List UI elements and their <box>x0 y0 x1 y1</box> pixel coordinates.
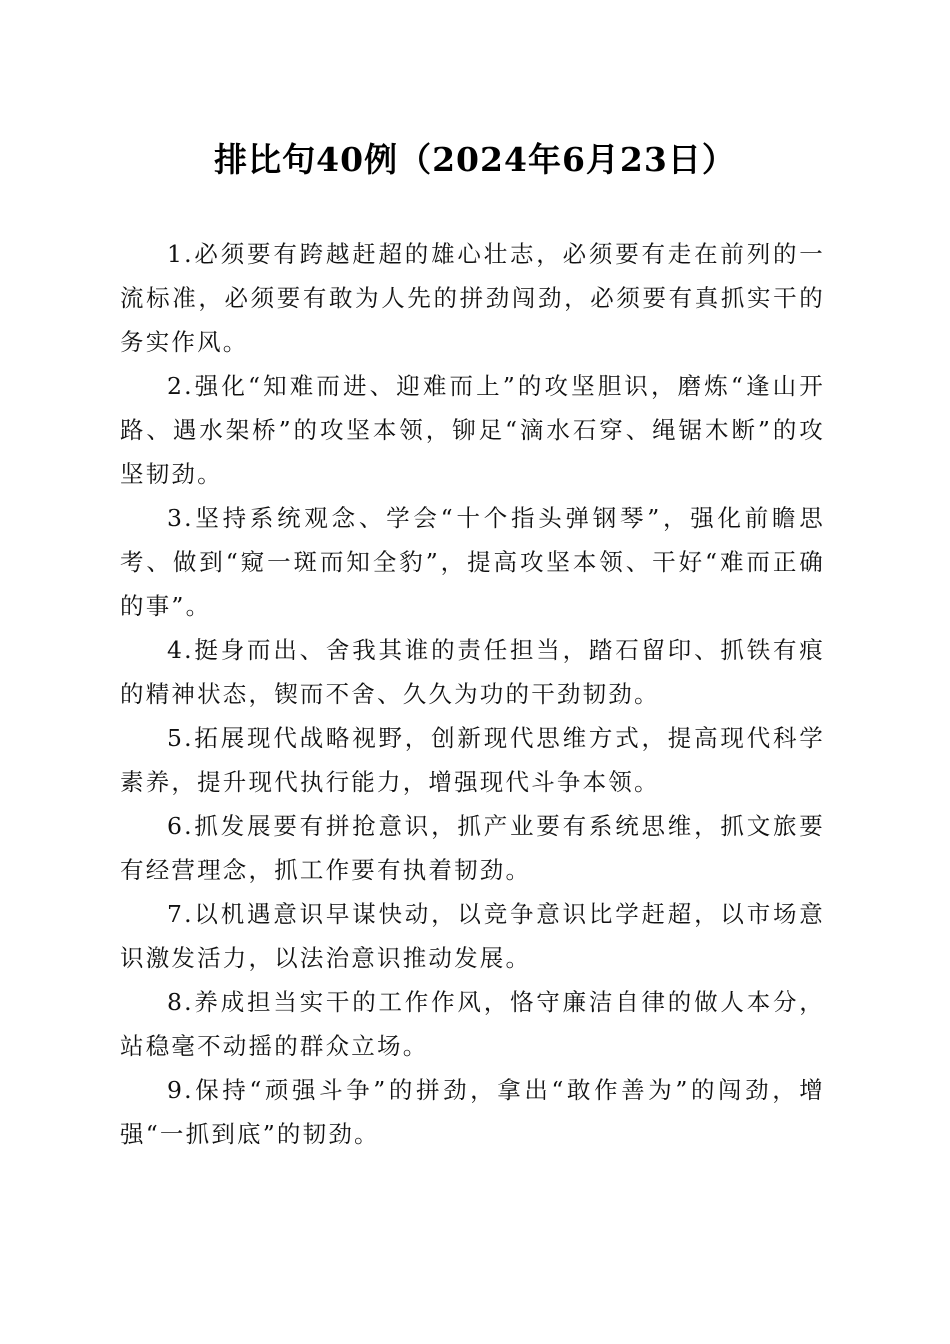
paragraph-6: 6.抓发展要有拼抢意识，抓产业要有系统思维，抓文旅要有经营理念，抓工作要有执着韧劲。 <box>120 812 825 884</box>
paragraph-4: 4.挺身而出、舍我其谁的责任担当，踏石留印、抓铁有痕的精神状态，锲而不舍、久久为功的干劲韧劲。 <box>120 636 825 708</box>
paragraph-8: 8.养成担当实干的工作作风，恪守廉洁自律的做人本分，站稳毫不动摇的群众立场。 <box>120 988 825 1060</box>
document-body <box>120 232 825 1156</box>
document-title: 排比句40例（2024年6月23日） <box>214 140 736 179</box>
paragraph-5: 5.拓展现代战略视野，创新现代思维方式，提高现代科学素养，提升现代执行能力，增强现代斗争本领。 <box>120 724 825 796</box>
paragraph-1: 1.必须要有跨越赶超的雄心壮志，必须要有走在前列的一流标准，必须要有敢为人先的拼劲闯劲，必须要有真抓实干的务实作风。 <box>120 240 825 356</box>
paragraph-3: 3.坚持系统观念、学会“十个指头弹钢琴”，强化前瞻思考、做到“窥一斑而知全豹”，提高攻坚本领、干好“难而正确的事”。 <box>120 504 825 620</box>
paragraph-7: 7.以机遇意识早谋快动，以竞争意识比学赶超，以市场意识激发活力，以法治意识推动发展。 <box>120 900 825 972</box>
paragraph-9: 9.保持“顽强斗争”的拼劲，拿出“敢作善为”的闯劲，增强“一抓到底”的韧劲。 <box>120 1076 825 1148</box>
paragraph-2: 2.强化“知难而进、迎难而上”的攻坚胆识，磨炼“逢山开路、遇水架桥”的攻坚本领，铆足“滴水石穿、绳锯木断”的攻坚韧劲。 <box>120 372 825 488</box>
